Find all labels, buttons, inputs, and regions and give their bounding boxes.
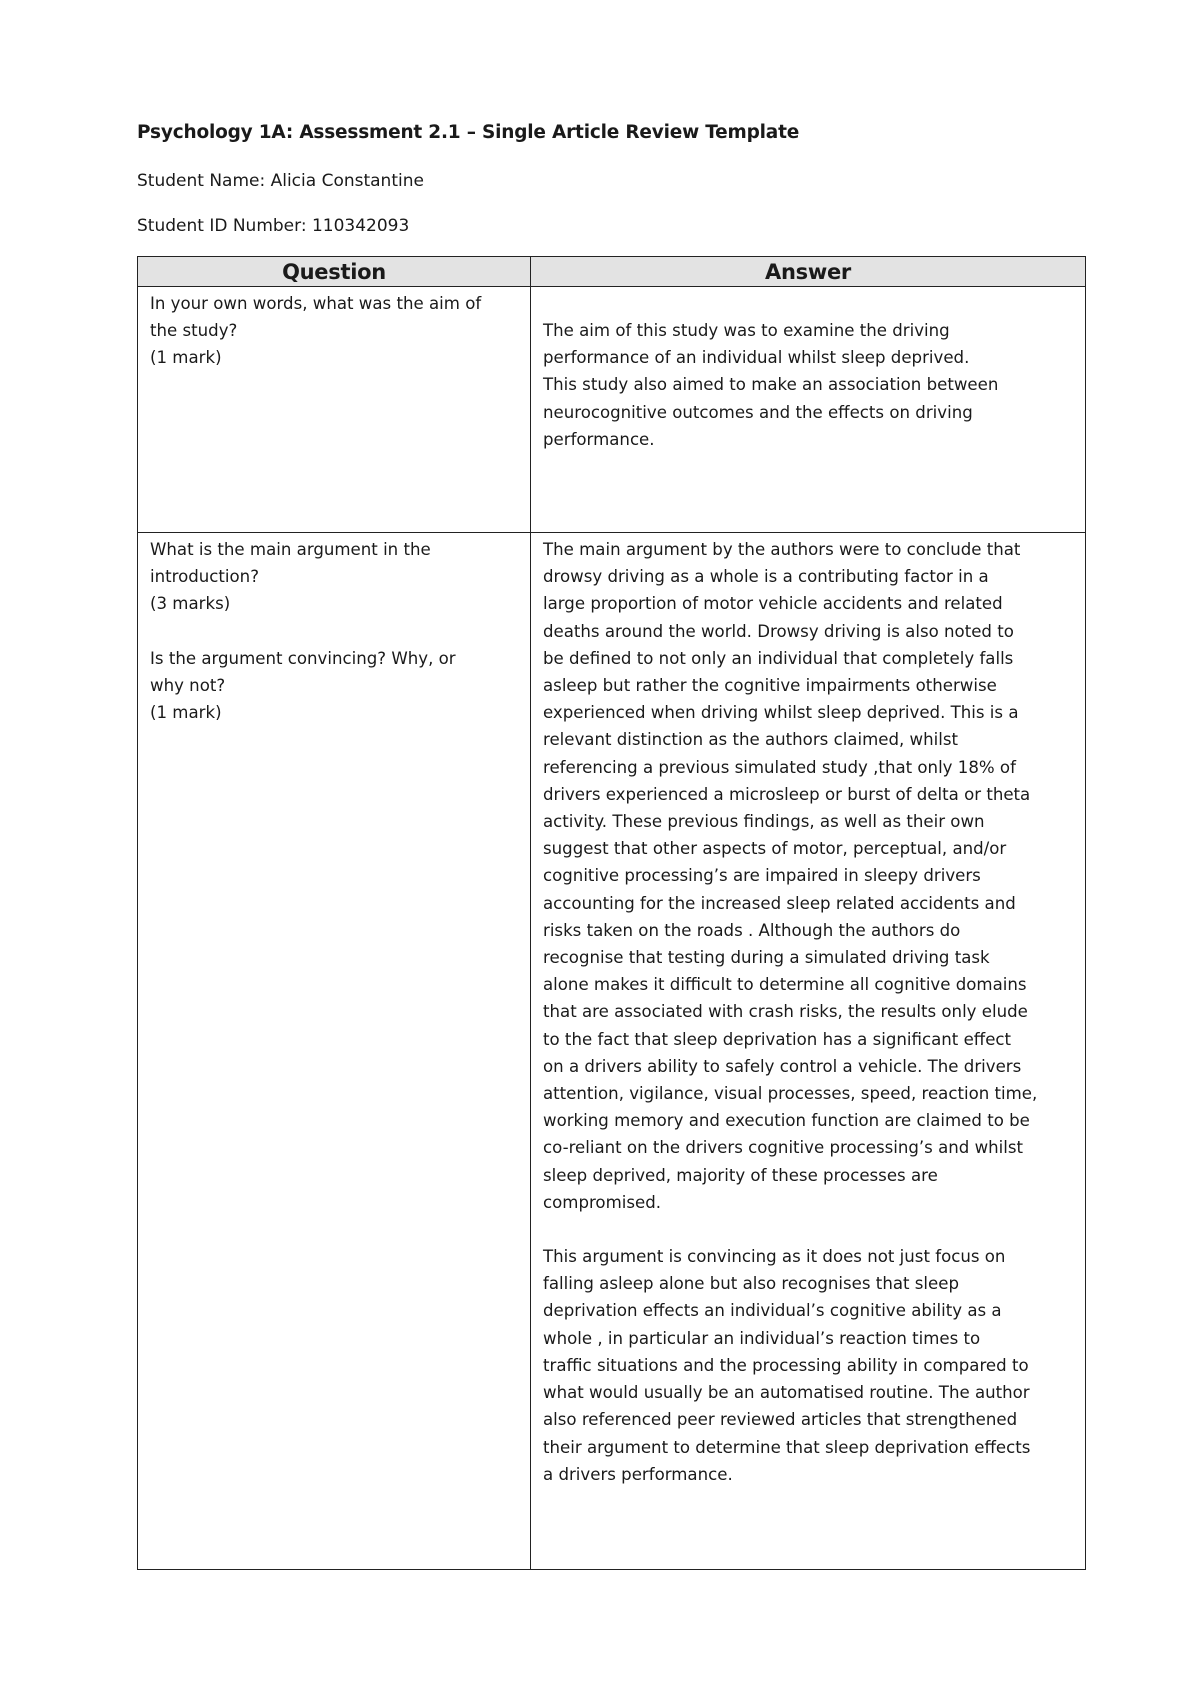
student-name: Student Name: Alicia Constantine xyxy=(137,171,424,191)
paragraph-spacer xyxy=(531,1216,1085,1243)
document-title: Psychology 1A: Assessment 2.1 – Single Article Review Template xyxy=(137,122,800,143)
table-header-row xyxy=(138,257,1086,287)
answer-cell xyxy=(531,533,1086,1570)
answer-text: The aim of this study was to examine the driving performance of an individual whilst sleep deprived. This study also aimed to make an association between neurocognitive outcomes and the effects on driving performance. xyxy=(543,321,999,449)
answer-header: Answer xyxy=(531,257,1086,287)
question-text: What is the main argument in the introduction? (3 marks) Is the argument convincing? Why, or why not? (1 mark) xyxy=(150,540,456,723)
question-cell xyxy=(138,287,531,533)
table-row xyxy=(138,287,1086,533)
review-table xyxy=(137,256,1086,1570)
question-cell xyxy=(138,533,531,1570)
table-row xyxy=(138,533,1086,1570)
answer-paragraph-2: This argument is convincing as it does not just focus on falling asleep alone but also recognises that sleep deprivation effects an individual’s cognitive ability as a whole , in particular an individual’s reaction times to traffic situations and the processing ability in compared to what would usually be an automatised routine. The author also referenced peer reviewed articles that strengthened their argument to determine that sleep deprivation effects a drivers performance. xyxy=(543,1247,1031,1484)
question-text: In your own words, what was the aim of the study? (1 mark) xyxy=(150,294,482,368)
question-header: Question xyxy=(138,257,531,287)
answer-cell xyxy=(531,287,1086,533)
answer-paragraph-1: The main argument by the authors were to conclude that drowsy driving as a whole is a contributing factor in a large proportion of motor vehicle accidents and related deaths around the world. Drowsy driving is also noted to be defined to not only an individual that completely falls asleep but rather the cognitive impairments otherwise experienced when driving whilst sleep deprived. This is a relevant distinction as the authors claimed, whilst referencing a previous simulated study ,that only 18% of drivers experienced a microsleep or burst of delta or theta activity. These previous findings, as well as their own suggest that other aspects of motor, perceptual, and/or cognitive processing’s are impaired in sleepy drivers accounting for the increased sleep related accidents and risks taken on the roads . Although the authors do recognise that testing during a simulated driving task alone makes it difficult to determine all cognitive domains that are associated with crash risks, the results only elude to the fact that sleep deprivation has a significant effect on a drivers ability to safely control a vehicle. The drivers attention, vigilance, visual processes, speed, reaction time, working memory and execution function are claimed to be co-reliant on the drivers cognitive processing’s and whilst sleep deprived, majority of these processes are compromised. xyxy=(543,540,1038,1212)
student-id: Student ID Number: 110342093 xyxy=(137,216,410,236)
